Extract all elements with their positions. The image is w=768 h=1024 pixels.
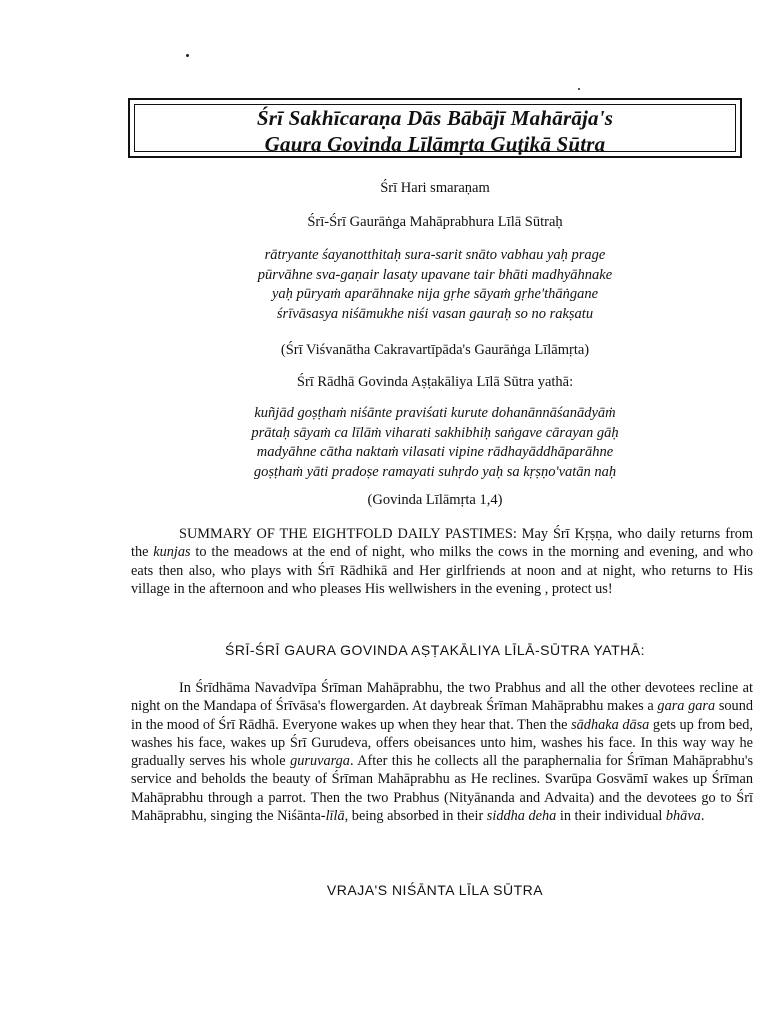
body-italic: guruvarga — [290, 753, 350, 770]
summary-text: May Śrī Kṛṣṇa, who daily returns from the — [131, 526, 753, 561]
verse-line: rātryante śayanotthitaḥ sura-sarit snāto vabhau yaḥ prage — [264, 247, 606, 263]
verse-line: yaḥ pūryaṁ aparāhnake nija gṛhe sāyaṁ gṛhe'thāṅgane — [271, 286, 599, 302]
verse-line: madyāhne cātha naktaṁ vilasati vipine rādhayāddhāparāhne — [256, 444, 614, 460]
body-italic: sādhaka dāsa — [571, 716, 650, 733]
verse-line: prātaḥ sāyaṁ ca līlāṁ viharati sakhibhiḥ saṅgave cārayan gāḥ — [251, 424, 619, 441]
title-box — [128, 98, 742, 158]
invocation: Śrī Hari smaraṇam — [380, 180, 490, 196]
body-text: In Śrīdhāma Navadvīpa Śrīman Mahāprabhu, the two Prabhus and all the other devotees recline at night on the Mandapa of Śrīvāsa's flowergarden. At daybreak Śrīman Mahāprabhu makes a — [131, 680, 753, 715]
verse-gauranga — [128, 246, 742, 324]
verse-radha-govinda — [128, 404, 742, 482]
body-italic: gara gara — [657, 698, 716, 715]
summary-italic: kunjas — [153, 544, 191, 561]
body-text: , being absorbed in their — [344, 808, 487, 825]
verse-line: goṣṭhaṁ yāti pradoṣe ramayati suhṛdo yaḥ sa kṛṣṇo'vatān naḥ — [253, 463, 617, 480]
body-paragraph — [131, 679, 753, 825]
body-italic: bhāva — [665, 808, 701, 825]
body-text: in their individual — [556, 808, 666, 825]
body-italic: līlā — [325, 808, 345, 825]
verse-source-govinda-lilamrta: (Govinda Līlāmṛta 1,4) — [367, 492, 503, 508]
summary-lead: SUMMARY OF THE EIGHTFOLD DAILY PASTIMES: — [179, 526, 517, 542]
body-italic: siddha deha — [486, 808, 557, 825]
title-line-2: Gaura Govinda Līlāmṛta Guṭikā Sūtra — [264, 132, 606, 156]
scan-speck — [186, 54, 189, 57]
body-text: . — [700, 808, 705, 825]
summary-text: to the meadows at the end of night, who milks the cows in the morning and evening, and who eats then also, who plays with Śrī Rādhikā and Her girlfriends at noon and at night, who returns to His village in the afternoon and who pleases His wellwishers in the evening , protect us! — [131, 544, 753, 597]
body-text: . After this he collects all the paraphernalia for Śrīman Mahāprabhu's service and beholds the beauty of Śrīman Mahāprabhu as He reclines. Svarūpa Gosvāmī wakes up Śrīman Mahāprabhu through a parrot. Then the two Prabhus (Nityānanda and Advaita) and the devotees go to Śrī Mahāprabhu, singing the Niśānta- — [131, 753, 754, 825]
verse-source-gauranga: (Śrī Viśvanātha Cakravartīpāda's Gaurāṅga Līlāmṛta) — [280, 342, 590, 358]
subtitle-radha-govinda-sutra: Śrī Rādhā Govinda Aṣṭakāliya Līlā Sūtra yathā: — [296, 374, 574, 390]
section-heading-vraja-nisanta: VRAJA'S NIŚĀNTA LĪLA SŪTRA — [326, 882, 544, 898]
body-text: gets up from bed, washes his face, wakes up Śrī Gurudeva, offers obeisances unto him, washes his face. In this way way he gradually serves his whole — [131, 716, 753, 770]
verse-line: śrīvāsasya niśāmukhe niśi vasan gauraḥ so no rakṣatu — [276, 305, 594, 322]
verse-line: pūrvāhne sva-gaṇair lasaty upavane tair bhāti madhyāhnake — [257, 266, 613, 283]
subtitle-gauranga-lila-sutra: Śrī-Śrī Gaurāṅga Mahāprabhura Līlā Sūtraḥ — [307, 214, 563, 230]
body-text: sound in the mood of Śrī Rādhā. Everyone wakes up when they hear that. Then the — [131, 698, 753, 733]
scan-speck — [578, 88, 580, 90]
title-line-1: Śrī Sakhīcaraṇa Dās Bābājī Mahārāja's — [256, 106, 614, 130]
section-heading-gaura-govinda: ŚRĪ-ŚRĪ GAURA GOVINDA AṢṬAKĀLIYA LĪLĀ-SŪTRA YATHĀ: — [225, 642, 645, 658]
verse-line: kuñjād goṣṭhaṁ niśānte praviśati kurute dohanānnāśanādyāṁ — [254, 405, 616, 421]
summary-paragraph — [131, 525, 753, 598]
